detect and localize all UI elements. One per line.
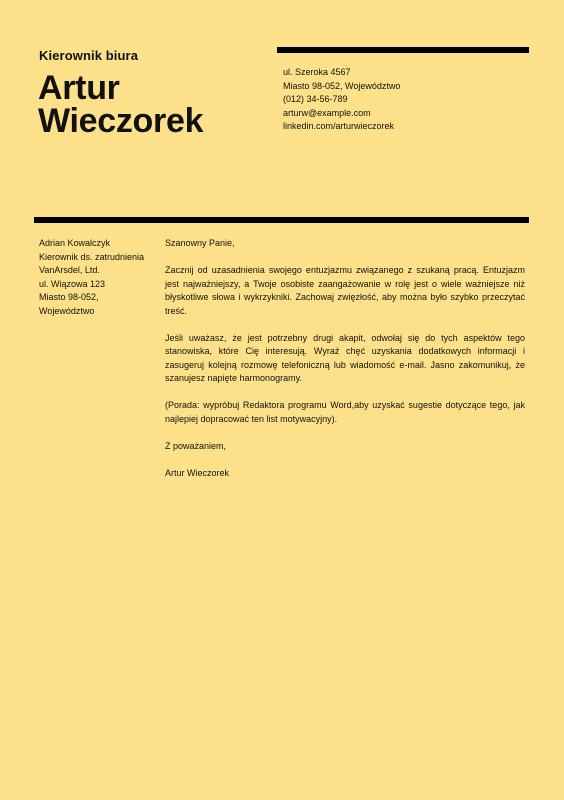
- contact-phone: (012) 34-56-789: [283, 94, 348, 104]
- letter-paragraph-3: (Porada: wypróbuj Redaktora programu Word,aby uzyskać sugestie dotyczące tego, jak najlepiej dopracować ten list motywacyjny).: [165, 400, 525, 424]
- letter-paragraph-2: Jeśli uważasz, że jest potrzebny drugi akapit, odwołaj się do tych aspektów tego stanowiska, które Cię interesują. Wyraź chęć uzyskania dodatkowych informacji i zasugeruj kolejną rozmowę telefoniczną lub wiadomość e-mail. Jasno zakomunikuj, że szanujesz napięte harmonogramy.: [165, 332, 525, 383]
- letter-body: [165, 237, 525, 494]
- salutation: Szanowny Panie,: [165, 238, 235, 248]
- closing: Z poważaniem,: [165, 440, 227, 451]
- section-divider: [34, 217, 529, 223]
- job-title: Kierownik biura: [39, 48, 139, 63]
- contact-city: Miasto 98-052, Województwo: [283, 80, 401, 91]
- recipient-street: ul. Wiązowa 123: [39, 278, 106, 289]
- contact-linkedin[interactable]: linkedin.com/arturwieczorek: [283, 121, 395, 131]
- contact-email[interactable]: arturw@example.com: [283, 107, 371, 118]
- recipient-region: Województwo: [39, 305, 95, 316]
- recipient-title: Kierownik ds. zatrudnienia: [39, 251, 145, 262]
- applicant-name: [38, 69, 204, 140]
- letter-paragraph-1: Zacznij od uzasadnienia swojego entuzjazmu związanego z szukaną pracą. Entuzjazm jest najważniejszy, a Twoje osobiste zaangażowanie w rolę jest o wiele ważniejsze niż błyskotliwe słowa i wykrzykniki. Zachowaj zwięzłość, aby można było szybko przeczytać treść.: [165, 265, 525, 316]
- recipient-city: Miasto 98-052,: [39, 292, 99, 302]
- contact-street: ul. Szeroka 4567: [283, 67, 351, 77]
- first-name: Artur: [38, 69, 120, 107]
- recipient-company: VanArsdel, Ltd.: [39, 265, 100, 275]
- top-divider: [277, 47, 529, 53]
- last-name: Wieczorek: [38, 102, 204, 140]
- recipient-block: [39, 237, 159, 318]
- contact-block: [283, 66, 400, 134]
- recipient-name: Adrian Kowalczyk: [39, 238, 111, 248]
- signature: Artur Wieczorek: [165, 467, 230, 478]
